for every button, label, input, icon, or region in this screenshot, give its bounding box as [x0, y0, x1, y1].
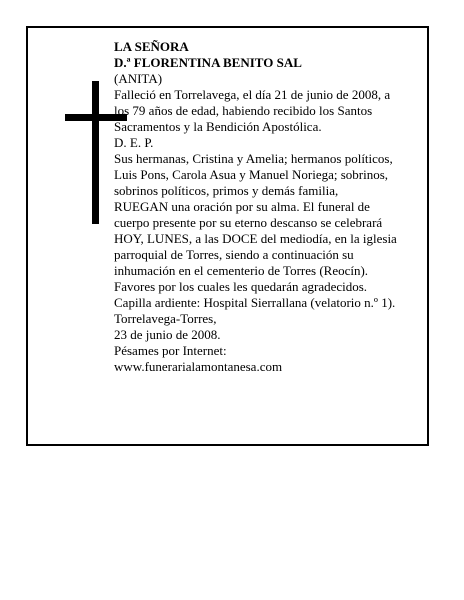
- chapel-info: Capilla ardiente: Hospital Sierrallana (velatorio n.º 1).: [114, 295, 396, 310]
- death-line: los 79 años de edad, habiendo recibido los Santos: [114, 103, 373, 118]
- place: Torrelavega-Torres,: [114, 311, 217, 326]
- family-line: RUEGAN una oración por su alma. El funeral de: [114, 199, 370, 214]
- date: 23 de junio de 2008.: [114, 327, 221, 342]
- death-line: Sacramentos y la Bendición Apostólica.: [114, 119, 322, 134]
- family-line: parroquial de Torres, siendo a continuación su: [114, 247, 354, 262]
- deceased-name: D.ª FLORENTINA BENITO SAL: [114, 55, 302, 70]
- obituary-text: [114, 39, 422, 375]
- dep-text: D. E. P.: [114, 135, 154, 150]
- family-line: cuerpo presente por su eterno descanso se celebrará: [114, 215, 383, 230]
- cross-icon-vertical: [92, 81, 99, 224]
- death-line: Falleció en Torrelavega, el día 21 de junio de 2008, a: [114, 87, 391, 102]
- family-line: inhumación en el cementerio de Torres (Reocín).: [114, 263, 369, 278]
- family-line: Luis Pons, Carola Asua y Manuel Noriega; sobrinos,: [114, 167, 389, 182]
- nickname: (ANITA): [114, 71, 163, 86]
- family-line: sobrinos políticos, primos y demás familia,: [114, 183, 339, 198]
- heading: LA SEÑORA: [114, 39, 189, 54]
- family-line: Sus hermanas, Cristina y Amelia; hermanos políticos,: [114, 151, 393, 166]
- family-line: Favores por los cuales les quedarán agradecidos.: [114, 279, 368, 294]
- family-line: HOY, LUNES, a las DOCE del mediodía, en la iglesia: [114, 231, 397, 246]
- condolences-label: Pésames por Internet:: [114, 343, 227, 358]
- website-link[interactable]: www.funerarialamontanesa.com: [114, 359, 283, 374]
